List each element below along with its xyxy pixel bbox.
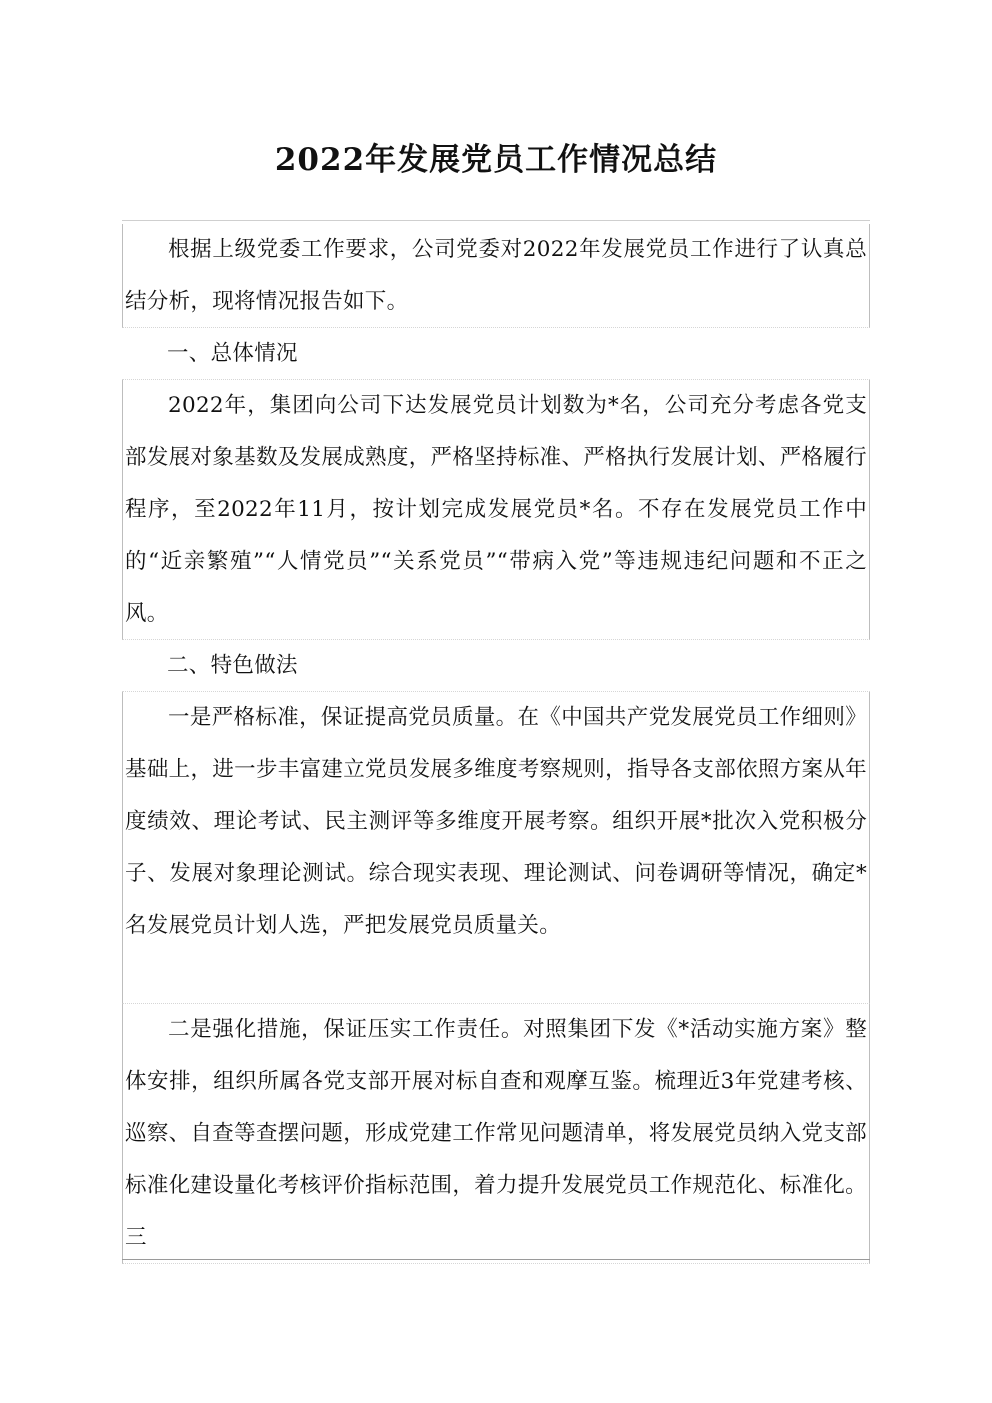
document-title: 2022年发展党员工作情况总结	[274, 142, 718, 178]
document-body	[122, 220, 870, 1260]
paragraph-intro: 根据上级党委工作要求，公司党委对2022年发展党员工作进行了认真总结分析，现将情况报告如下。	[122, 224, 870, 328]
paragraph-practice-one: 一是严格标准，保证提高党员质量。在《中国共产党发展党员工作细则》基础上，进一步丰富建立党员发展多维度考察规则，指导各支部依照方案从年度绩效、理论考试、民主测评等多维度开展考察。组织开展*批次入党积极分子、发展对象理论测试。综合现实表现、理论测试、问卷调研等情况，确定*名发展党员计划人选，严把发展党员质量关。	[122, 692, 870, 1004]
paragraph-overview: 2022年，集团向公司下达发展党员计划数为*名，公司充分考虑各党支部发展对象基数及发展成熟度，严格坚持标准、严格执行发展计划、严格履行程序，至2022年11月，按计划完成发展党员*名。不存在发展党员工作中的“近亲繁殖”“人情党员”“关系党员”“带病入党”等违规违纪问题和不正之风。	[122, 380, 870, 640]
section-heading-overview: 一、总体情况	[122, 328, 870, 380]
frame-bottom-line	[122, 1259, 870, 1260]
frame-top-line	[122, 220, 870, 221]
paragraph-practice-two: 二是强化措施，保证压实工作责任。对照集团下发《*活动实施方案》整体安排，组织所属各党支部开展对标自查和观摩互鉴。梳理近3年党建考核、巡察、自查等查摆问题，形成党建工作常见问题清单，将发展党员纳入党支部标准化建设量化考核评价指标范围，着力提升发展党员工作规范化、标准化。三	[122, 1004, 870, 1264]
section-heading-practices: 二、特色做法	[122, 640, 870, 692]
